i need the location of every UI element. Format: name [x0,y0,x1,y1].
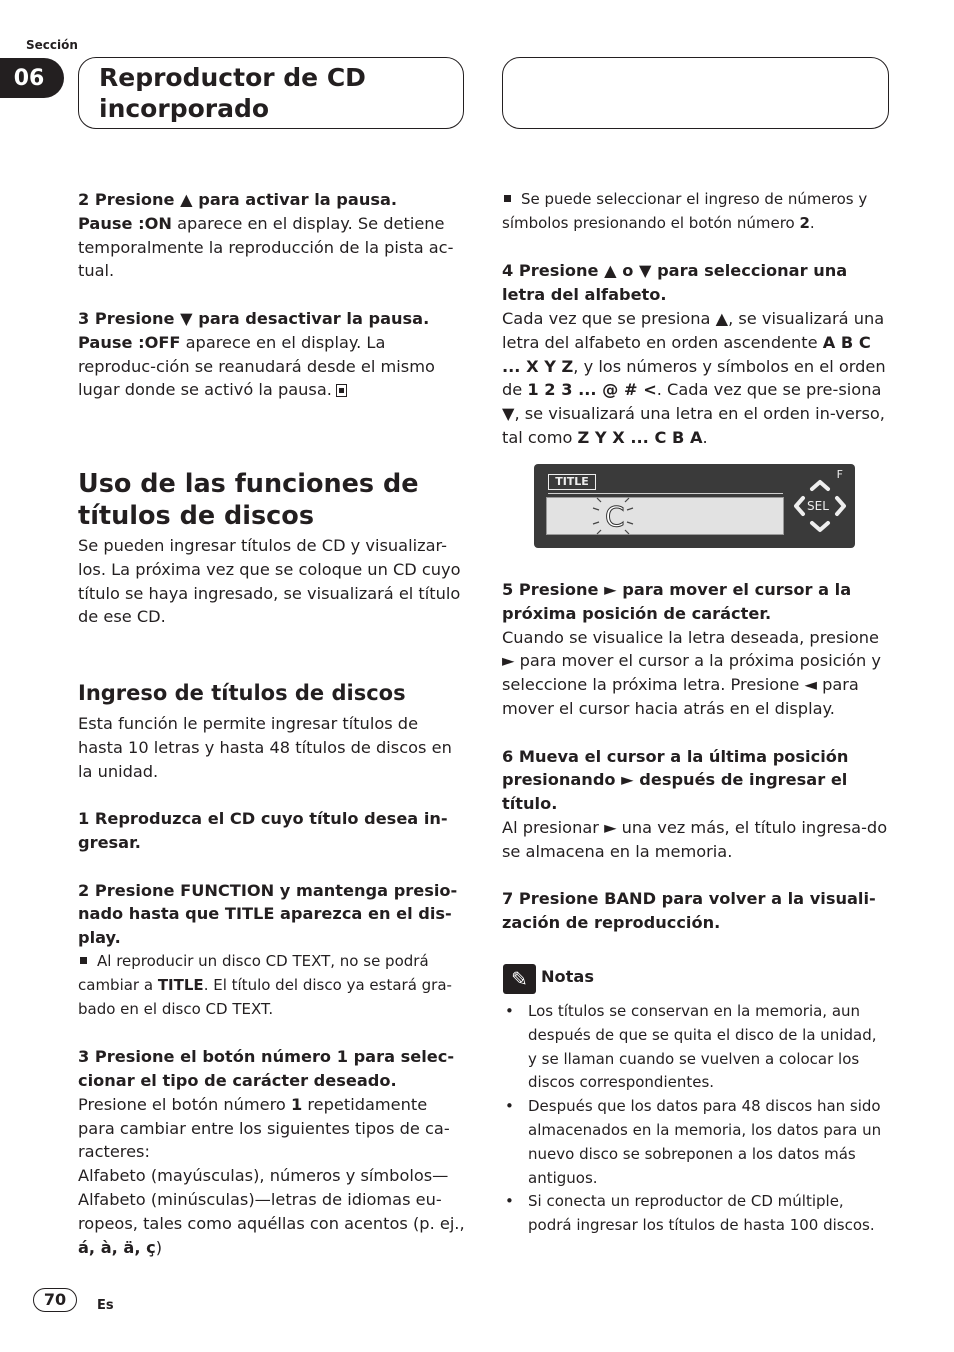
subsection-intro: Esta función le permite ingresar títulos de hasta 10 letras y hasta 48 títulos de discos en la unidad. [78,714,452,781]
pause-on-desc: aparece en el display. Se detiene temporalmente la reproducción de la pista ac-tual. [78,213,454,281]
step3-text-chars: á, à, ä, ç [78,1237,156,1257]
step7-heading: 7 Presione BAND para volver a la visuali-zación de reproducción. [502,889,876,933]
section-heading: Uso de las funciones de títulos de discos [78,469,419,531]
step5-text: Cuando se visualice la letra deseada, presione ► para mover el cursor a la próxima posición y seleccione la próxima letra. Presione ◄ para mover el cursor hacia atrás en el display. [502,627,881,718]
step3-text-a: Presione el botón número [78,1094,291,1114]
display-title-indicator: TITLE [548,474,596,490]
step6-text: Al presionar ► una vez más, el título ingresa-do se almacena en la memoria. [502,817,888,861]
step4-text [502,307,890,450]
end-mark-icon [336,384,347,397]
unit-display-illustration [534,464,855,548]
sel-label: SEL [807,499,829,513]
step4-bold2: 1 2 3 ... @ # < [527,380,657,400]
chapter-title-box [78,57,464,129]
empty-header-box [502,57,889,129]
note-item: • Los títulos se conservan en la memoria, aun después de que se quita el disco de la unidad, y se llaman cuando se vuelven a colocar los discos correspondientes. [502,1000,890,1095]
bullet-square-icon [504,195,511,202]
step2-note-a: Al reproducir un disco CD TEXT, no se podrá cambiar a [78,951,429,994]
pause-off-desc: aparece en el display. La reproduc-ción se reanudará desde el mismo lugar donde se activó la pausa. [78,332,435,400]
step2-note-bold: TITLE [157,975,204,994]
step3-text-bold: 1 [290,1094,303,1114]
display-f-indicator: F [836,468,843,481]
step3-pause-heading: 3 Presione ▼ para desactivar la pausa. [78,308,430,328]
section-block [78,468,466,629]
step4-heading: 4 Presione ▲ o ▼ para seleccionar una letra del alfabeto. [502,261,848,305]
chapter-title-line2: incorporado [99,94,270,123]
notes-heading: Notas [541,967,594,986]
display-screen [546,497,784,535]
step4-text-d: . [702,427,708,447]
step3-text [78,1093,466,1164]
pause-off-label: Pause :OFF [78,332,181,352]
step4-text-a: Cada vez que se presiona ▲, se visualizará una letra del alfabeto en orden ascendente [502,308,885,352]
display-char: C [605,500,625,533]
step1-heading: 1 Reproduzca el CD cuyo título desea in-gresar. [78,809,448,852]
language-code: Es [97,1298,114,1313]
pause-on-label: Pause :ON [78,213,172,233]
step2-pause-heading: 2 Presione ▲ para activar la pausa. [78,190,398,209]
step3-text-b: repetidamente para cambiar entre los siguientes tipos de ca-racteres: [78,1094,450,1162]
section-label: Sección [26,38,78,52]
step3-text-d: ) [155,1237,163,1257]
display-underline [548,493,783,494]
step2-pause-text [78,212,466,283]
note-item: • Si conecta un reproductor de CD múltiple, podrá ingresar los títulos de hasta 100 discos. [502,1190,890,1238]
left-column [78,188,466,402]
chapter-title-line1: Reproductor de CD [99,63,366,92]
right-column-top [502,188,890,450]
step6-heading: 6 Mueva el cursor a la última posición presionando ► después de ingresar el título. [502,746,849,814]
note-item: • Después que los datos para 48 discos han sido almacenados en la memoria, los datos para un nuevo disco se sobreponen a los datos más antiguos. [502,1095,890,1190]
section-intro: Se pueden ingresar títulos de CD y visualizar-los. La próxima vez que se coloque un CD cuyo título se haya ingresado, se visualizará el título de ese CD. [78,536,461,627]
bullet-square-icon [80,957,87,964]
step4-bold1: A B C ... X Y Z [502,332,871,376]
page-number: 70 [33,1288,77,1312]
top-note [502,188,890,236]
step3-text-c: Alfabeto (mayúsculas), números y símbolos—Alfabeto (minúsculas)—letras de idiomas eu-ropeos, tales como aquéllas con acentos (p. ej., [78,1166,465,1233]
top-note-bold: 2 [799,213,810,232]
right-column-bottom [502,578,890,935]
step4-text-b: , y los números y símbolos en el orden de [502,356,886,400]
step5-heading: 5 Presione ► para mover el cursor a la próxima posición de carácter. [502,580,852,623]
step2-note-b: . El título del disco ya estará gra-bado en el disco CD TEXT. [78,975,452,1018]
subsection-block [78,680,466,1259]
step4-text-c: . Cada vez que se pre-siona ▼, se visualizará una letra en el orden in-verso, tal como [502,380,885,447]
top-note-b: . [809,213,815,232]
section-number-badge: 06 [0,58,64,98]
step4-bold3: Z Y X ... C B A [577,427,703,447]
step2-heading: 2 Presione FUNCTION y mantenga presio-nado hasta que TITLE aparezca en el dis-play. [78,880,458,948]
step2-note [78,950,466,1021]
step3-pause-text [78,331,466,402]
step3-heading: 3 Presione el botón número 1 para selec-cionar el tipo de carácter deseado. [78,1047,455,1090]
notes-pencil-icon: ✎ [503,964,536,994]
step3-text-2 [78,1164,466,1259]
notes-list [502,1000,890,1238]
subsection-heading: Ingreso de títulos de discos [78,681,406,705]
top-note-a: Se puede seleccionar el ingreso de números y símbolos presionando el botón número [502,190,868,232]
